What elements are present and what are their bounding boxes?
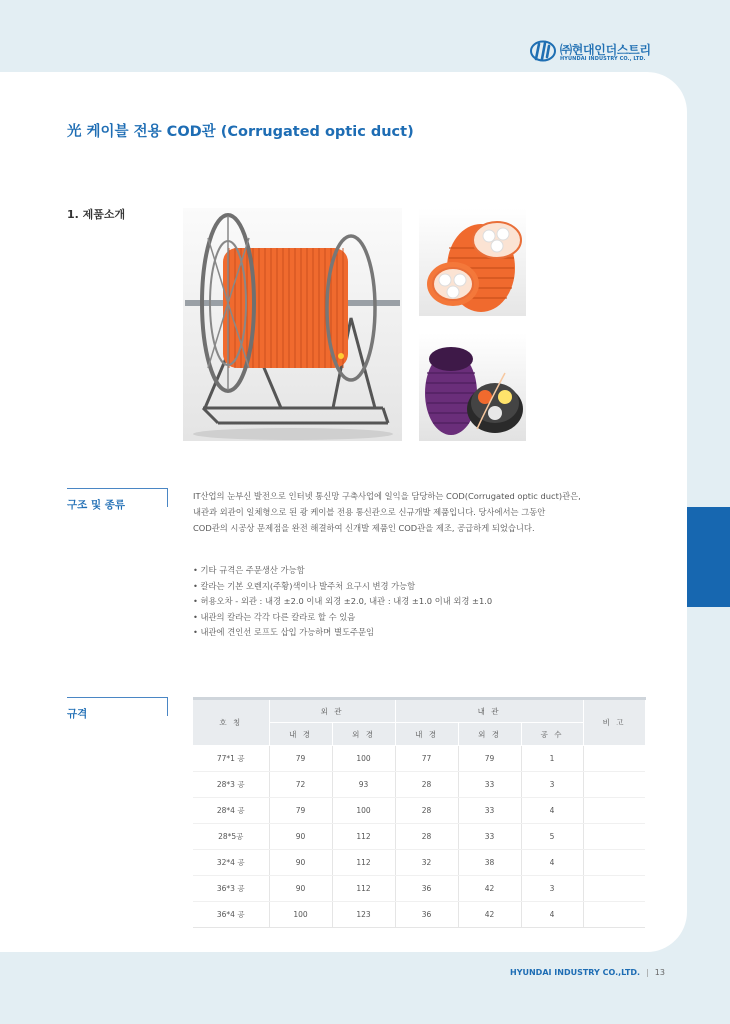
table-row xyxy=(193,824,645,850)
cell-note xyxy=(583,850,645,876)
cell-inner-od: 33 xyxy=(458,824,521,850)
cell-inner-od: 38 xyxy=(458,850,521,876)
list-item: • 내관의 칼라는 각각 다른 칼라로 할 수 있음 xyxy=(193,611,356,622)
notes-list xyxy=(193,563,653,641)
cell-name: 36*3 공 xyxy=(193,876,269,902)
cell-name: 28*4 공 xyxy=(193,798,269,824)
description-line: IT산업의 눈부신 발전으로 인터넷 통신망 구축사업에 일익을 담당하는 COD(Corrugated optic duct)관은, xyxy=(193,491,581,501)
cell-inner-od: 33 xyxy=(458,772,521,798)
cell-inner-id: 36 xyxy=(395,902,458,928)
cell-inner-id: 77 xyxy=(395,746,458,772)
header-outer-od: 외 경 xyxy=(332,723,395,746)
cell-inner-id: 28 xyxy=(395,824,458,850)
table-row xyxy=(193,902,645,928)
header-name: 호 칭 xyxy=(193,699,269,746)
cell-inner-id: 28 xyxy=(395,772,458,798)
company-logo xyxy=(530,40,670,66)
table-row xyxy=(193,850,645,876)
cell-note xyxy=(583,772,645,798)
section-heading-product-intro: 1. 제품소개 xyxy=(67,208,126,221)
cell-outer-od: 112 xyxy=(332,850,395,876)
cell-outer-od: 93 xyxy=(332,772,395,798)
purple-duct-photo xyxy=(419,333,526,441)
cell-name: 77*1 공 xyxy=(193,746,269,772)
cell-inner-od: 79 xyxy=(458,746,521,772)
cell-outer-id: 90 xyxy=(269,850,332,876)
cell-name: 36*4 공 xyxy=(193,902,269,928)
cell-note xyxy=(583,746,645,772)
section-side-tab xyxy=(687,507,730,607)
cell-name: 28*5공 xyxy=(193,824,269,850)
list-item: • 내관에 견인선 로프도 삽입 가능하며 별도주문임 xyxy=(193,627,375,637)
description-line: 내관과 외관이 일체형으로 된 광 케이블 전용 통신관으로 신규개발 제품입니다. 당사에서는 그동안 xyxy=(193,507,546,517)
header-note: 비 고 xyxy=(583,699,645,746)
product-description xyxy=(193,488,653,536)
cell-outer-id: 90 xyxy=(269,876,332,902)
cell-inner-od: 33 xyxy=(458,798,521,824)
page-footer xyxy=(510,968,665,977)
cell-inner-od: 42 xyxy=(458,876,521,902)
spec-label: 규격 xyxy=(67,708,88,720)
list-item: • 기타 규격은 주문생산 가능함 xyxy=(193,565,305,575)
table-row xyxy=(193,772,645,798)
page-title: 光 케이블 전용 COD관 (Corrugated optic duct) xyxy=(67,124,414,140)
spec-table xyxy=(193,697,646,928)
orange-duct-photo xyxy=(419,208,526,316)
logo-text-ko: ㈜현대인더스트리 xyxy=(560,43,651,57)
header-inner-id: 내 경 xyxy=(395,723,458,746)
cell-inner-id: 36 xyxy=(395,876,458,902)
table-row xyxy=(193,876,645,902)
cable-reel-photo xyxy=(183,208,402,441)
footer-company: HYUNDAI INDUSTRY CO.,LTD. xyxy=(510,968,641,977)
cell-name: 32*4 공 xyxy=(193,850,269,876)
cell-note xyxy=(583,876,645,902)
header-holes: 공 수 xyxy=(521,723,583,746)
cell-holes: 4 xyxy=(521,902,583,928)
footer-separator: | xyxy=(646,968,649,977)
cell-holes: 4 xyxy=(521,850,583,876)
cell-note xyxy=(583,902,645,928)
header-outer-id: 내 경 xyxy=(269,723,332,746)
cell-inner-id: 28 xyxy=(395,798,458,824)
cell-holes: 3 xyxy=(521,876,583,902)
cell-holes: 3 xyxy=(521,772,583,798)
table-row xyxy=(193,746,645,772)
cell-outer-id: 100 xyxy=(269,902,332,928)
header-outer: 외 관 xyxy=(269,699,395,723)
cell-outer-od: 112 xyxy=(332,876,395,902)
page-number: 13 xyxy=(654,968,665,977)
list-item: • 허용오차 - 외관 : 내경 ±2.0 이내 외경 ±2.0, 내관 : 내경 ±1.0 이내 외경 ±1.0 xyxy=(193,596,493,606)
cell-outer-od: 100 xyxy=(332,746,395,772)
cell-inner-od: 42 xyxy=(458,902,521,928)
cell-name: 28*3 공 xyxy=(193,772,269,798)
structure-label: 구조 및 종류 xyxy=(67,499,126,511)
cell-inner-id: 32 xyxy=(395,850,458,876)
header-inner-od: 외 경 xyxy=(458,723,521,746)
header-inner: 내 관 xyxy=(395,699,583,723)
cell-outer-od: 100 xyxy=(332,798,395,824)
table-row xyxy=(193,798,645,824)
logo-text-en: HYUNDAI INDUSTRY CO., LTD. xyxy=(560,56,646,62)
cell-holes: 1 xyxy=(521,746,583,772)
cell-outer-od: 112 xyxy=(332,824,395,850)
cell-holes: 4 xyxy=(521,798,583,824)
cell-note xyxy=(583,798,645,824)
cell-outer-od: 123 xyxy=(332,902,395,928)
cell-outer-id: 79 xyxy=(269,746,332,772)
description-line: COD관의 시공상 문제점을 완전 해결하여 신개발 제품인 COD관을 제조, 공급하게 되었습니다. xyxy=(193,523,535,533)
list-item: • 칼라는 기본 오렌지(주황)색이나 발주처 요구시 변경 가능함 xyxy=(193,580,416,591)
company-logo-icon xyxy=(530,40,556,62)
cell-note xyxy=(583,824,645,850)
cell-holes: 5 xyxy=(521,824,583,850)
cell-outer-id: 79 xyxy=(269,798,332,824)
cell-outer-id: 90 xyxy=(269,824,332,850)
cell-outer-id: 72 xyxy=(269,772,332,798)
